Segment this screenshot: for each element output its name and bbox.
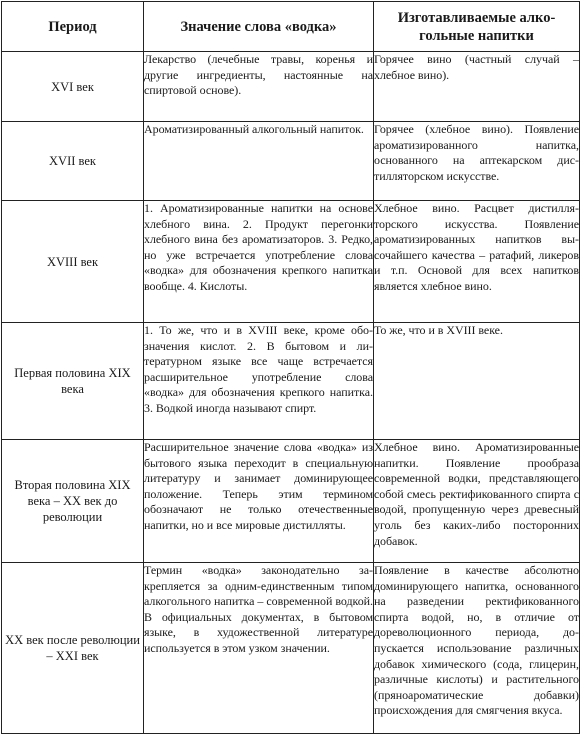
period-cell: XVI век (2, 52, 144, 122)
period-cell: Первая половина XIX века (2, 323, 144, 440)
vodka-history-table (1, 1, 580, 734)
drinks-cell: Горячее вино (частный случай – хлебное вино). (374, 52, 580, 122)
drinks-cell: То же, что и в XVIII веке. (374, 323, 580, 440)
table-header-row (2, 2, 580, 52)
meaning-cell: Расширительное значение слова «водка» из бытового языка переходит в специальную литературу и занимает доминирующее положение. Теперь этим термином обозначают не только отечественные напитки, но и все мировые дистилляты. (144, 440, 374, 563)
drinks-cell: Горячее (хлебное вино). Появление ароматизированного напитка, основанного на аптекарском дистилляторском искусстве. (374, 122, 580, 201)
period-cell: XVII век (2, 122, 144, 201)
header-period: Период (2, 2, 144, 52)
period-cell: XVIII век (2, 201, 144, 323)
table-row (2, 122, 580, 201)
meaning-cell: Лекарство (лечебные травы, коренья и другие ингредиенты, настоянные на спиртовой основе). (144, 52, 374, 122)
meaning-cell: Термин «водка» законодательно закрепляется за одним-единственным типом алкогольного напитка – современной водкой. В официальных документах, в бытовом языке, в художественной литературе используется в этом узком значении. (144, 563, 374, 734)
table-row (2, 201, 580, 323)
table-row (2, 563, 580, 734)
meaning-cell: 1. Ароматизированные напитки на основе хлебного вина. 2. Продукт перегонки хлебного вина без ароматизаторов. 3. Редко, но уже встречается употребление слова «водка» для обозначения крепкого напитка вообще. 4. Кислоты. (144, 201, 374, 323)
table-row (2, 52, 580, 122)
meaning-cell: Ароматизированный алкогольный напиток. (144, 122, 374, 201)
header-meaning: Значение слова «водка» (144, 2, 374, 52)
table-row (2, 440, 580, 563)
period-cell: XX век после революции – XXI век (2, 563, 144, 734)
drinks-cell: Хлебное вино. Расцвет дистилляторского искусства. Появление ароматизированных напитков высочайшего качества – ратафий, ликеров и т.п. Основой для всех напитков является хлебное вино. (374, 201, 580, 323)
drinks-cell: Хлебное вино. Ароматизированные напитки. Появление прообраза современной водки, представляющего собой смесь ректификованного спирта с водой, пропущенную через древесный уголь без каких-либо посторонних добавок. (374, 440, 580, 563)
meaning-cell: 1. То же, что и в XVIII веке, кроме обозначения кислот. 2. В бытовом и литературном языке все чаще встречается расширительное употребление слова «водка» для обозначения крепкого напитка. 3. Водкой иногда называют спирт. (144, 323, 374, 440)
header-drinks: Изготавливаемые алкогольные напитки (374, 2, 580, 52)
drinks-cell: Появление в качестве абсолютно доминирующего напитка, основанного на разведении ректификованного спирта водой, но, в отличие от дореволюционного периода, допускается использование различных добавок химического (сода, глицерин, различные кислоты) и растительного (пряноароматические добавки) происхождения для смягчения вкуса. (374, 563, 580, 734)
table-row (2, 323, 580, 440)
period-cell: Вторая половина XIX века – XX век до революции (2, 440, 144, 563)
